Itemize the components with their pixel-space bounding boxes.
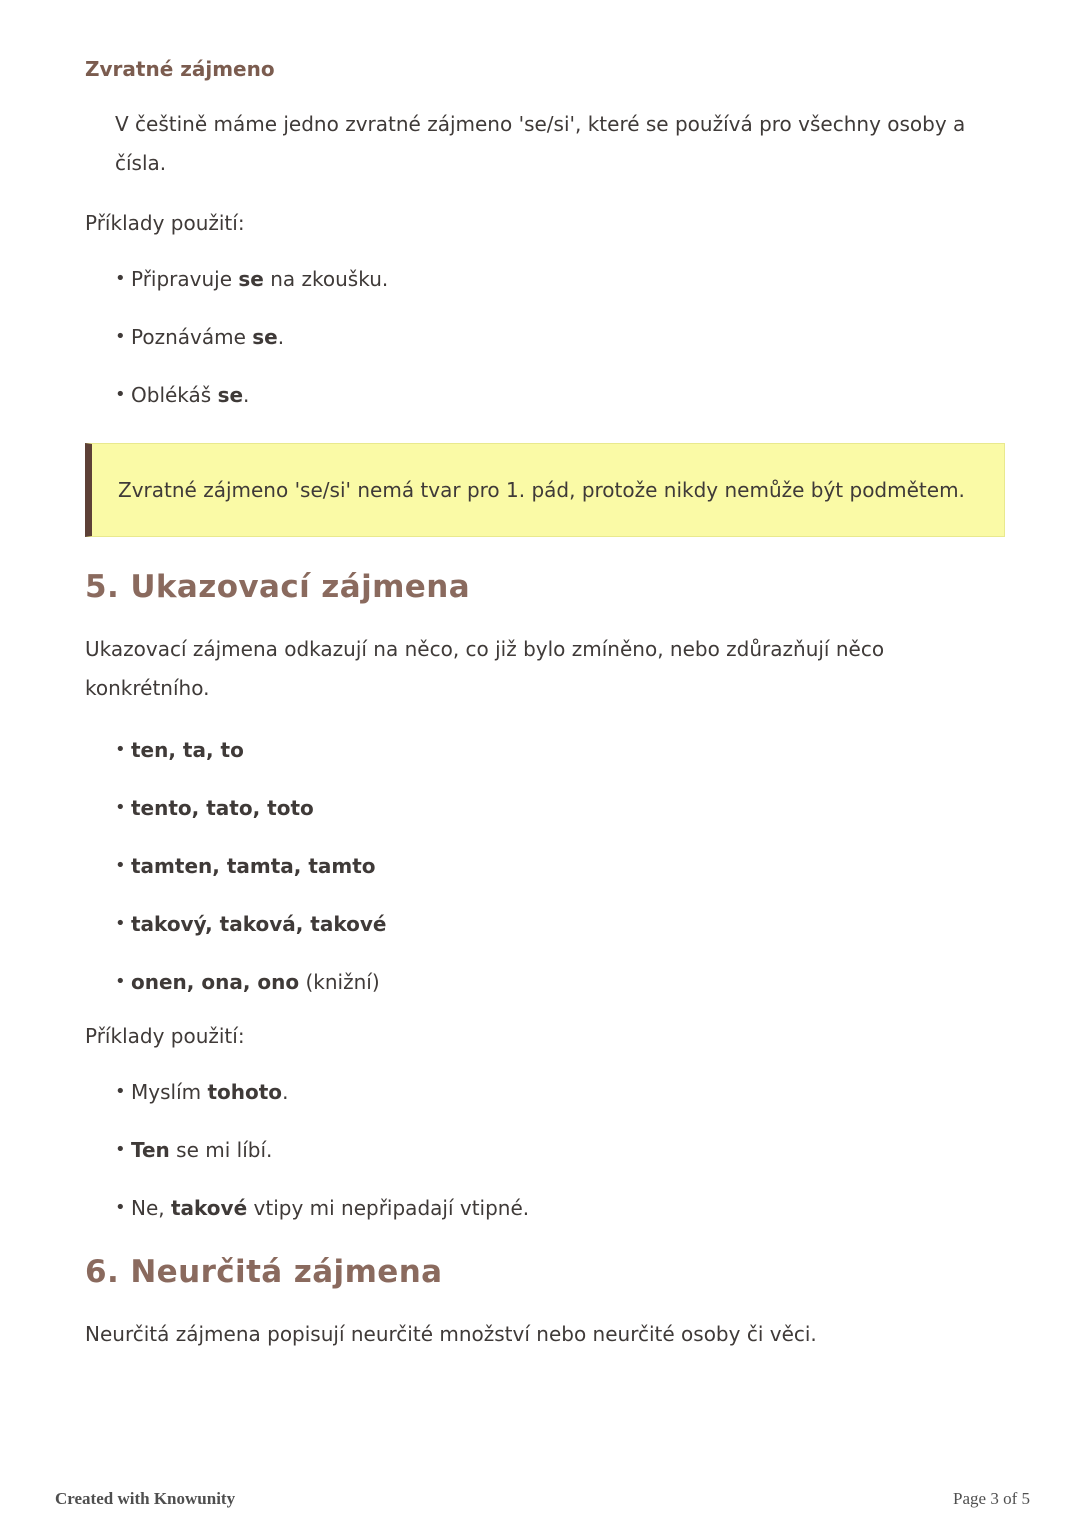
footer-brand-text: Created with Knowunity bbox=[55, 1489, 236, 1508]
note-callout-text: Zvratné zájmeno 'se/si' nemá tvar pro 1. pád, protože nikdy nemůže být podmětem. bbox=[118, 478, 965, 502]
demonstrative-pronouns-list bbox=[85, 736, 1005, 996]
list-item: • onen, ona, ono (knižní) bbox=[115, 968, 1005, 996]
reflexive-examples-list bbox=[85, 265, 1005, 409]
list-item: • Ne, takové vtipy mi nepřipadají vtipné. bbox=[115, 1194, 1005, 1222]
list-item: • Ten se mi líbí. bbox=[115, 1136, 1005, 1164]
section-5-intro-paragraph: Ukazovací zájmena odkazují na něco, co již bylo zmíněno, nebo zdůrazňují něco konkrétního. bbox=[85, 637, 885, 701]
list-item: • Připravuje se na zkoušku. bbox=[115, 265, 1005, 293]
list-item: • Poznáváme se. bbox=[115, 323, 1005, 351]
reflexive-pronoun-heading: Zvratné zájmeno bbox=[85, 57, 275, 81]
examples-label-reflexive: Příklady použití: bbox=[85, 211, 245, 235]
list-item: • Oblékáš se. bbox=[115, 381, 1005, 409]
list-item: • ten, ta, to bbox=[115, 736, 1005, 764]
examples-label-demonstrative: Příklady použití: bbox=[85, 1024, 245, 1049]
section-5-title: 5. Ukazovací zájmena bbox=[85, 569, 471, 605]
demonstrative-examples-list bbox=[85, 1078, 1005, 1222]
list-item: • Myslím tohoto. bbox=[115, 1078, 1005, 1106]
note-callout bbox=[85, 443, 1005, 537]
section-6-intro-paragraph: Neurčitá zájmena popisují neurčité množství nebo neurčité osoby či věci. bbox=[85, 1322, 817, 1347]
reflexive-intro-paragraph: V češtině máme jedno zvratné zájmeno 'se/si', které se používá pro všechny osoby a čísla. bbox=[115, 112, 966, 175]
list-item: • tamten, tamta, tamto bbox=[115, 852, 1005, 880]
footer-page-number: Page 3 of 5 bbox=[953, 1489, 1030, 1508]
page-footer bbox=[55, 1489, 1030, 1509]
list-item: • tento, tato, toto bbox=[115, 794, 1005, 822]
list-item: • takový, taková, takové bbox=[115, 910, 1005, 938]
section-6-title: 6. Neurčitá zájmena bbox=[85, 1254, 443, 1291]
